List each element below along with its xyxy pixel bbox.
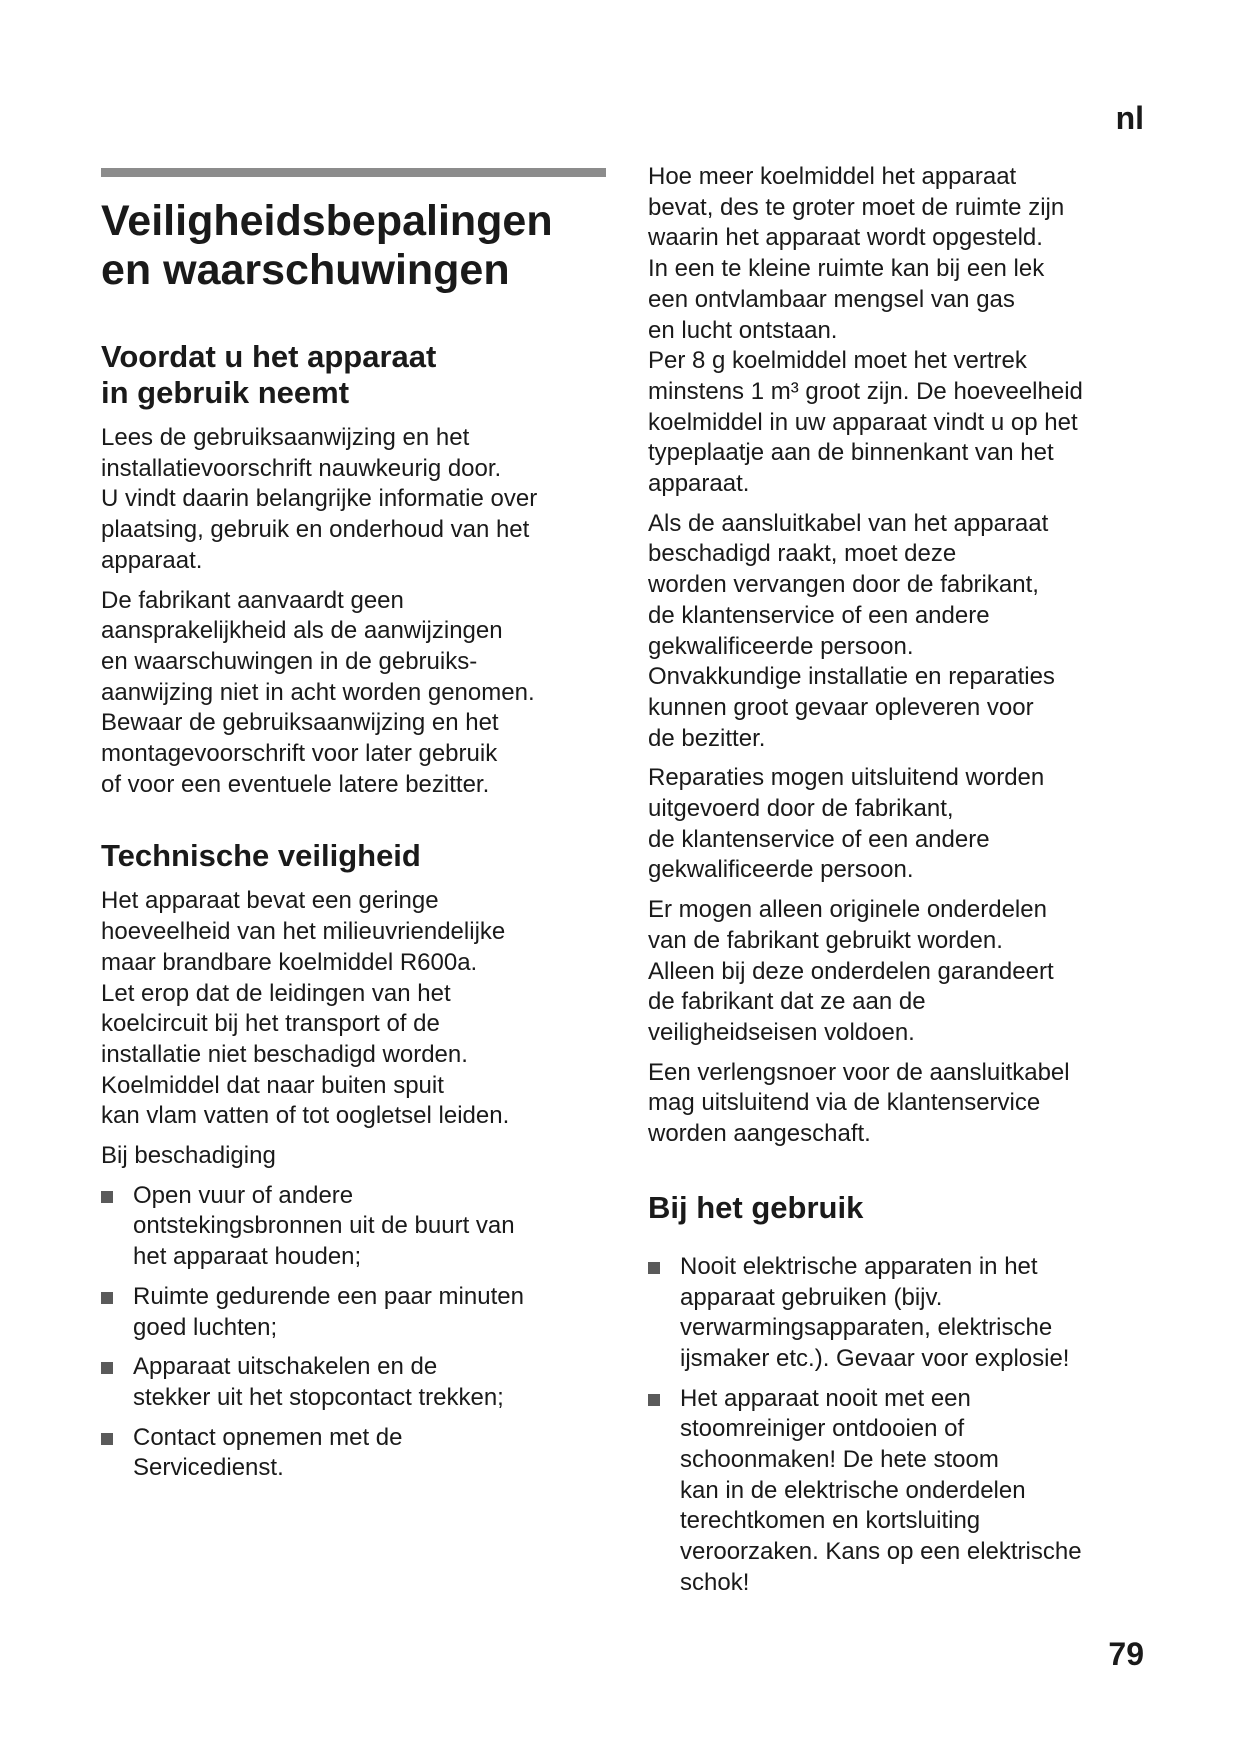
- paragraph-repairs: Reparaties mogen uitsluitend worden uitgevoerd door de fabrikant, de klantenservice of een andere gekwalificeerde persoon.: [648, 764, 1045, 884]
- list-item-text: Open vuur of andere ontstekingsbronnen uit de buurt van het apparaat houden;: [133, 1181, 515, 1271]
- paragraph-refrigerant: Het apparaat bevat een geringe hoeveelheid van het milieuvriendelijke maar brandbare koelmiddel R600a. Let erop dat de leidingen van het koelcircuit bij het transport of de installatie niet beschadigd worden. Koelmiddel dat naar buiten spuit kan vlam vatten of tot oogletsel leiden.: [101, 887, 510, 1130]
- title-rule: [101, 168, 606, 177]
- damage-steps-list: [101, 1181, 606, 1484]
- paragraph-if-damaged: Bij beschadiging: [101, 1142, 276, 1170]
- heading-before-use: Voordat u het apparaat in gebruik neemt: [101, 339, 437, 410]
- square-bullet-icon: [648, 1262, 660, 1274]
- paragraph-manufacturer-liability: De fabrikant aanvaardt geen aansprakelijkheid als de aanwijzingen en waarschuwingen in de gebruiks- aanwijzing niet in acht worden genomen. Bewaar de gebruiksaanwijzing en het montagevoorschrift voor later gebruik of voor een eventuele latere bezitter.: [101, 586, 535, 798]
- square-bullet-icon: [648, 1394, 660, 1406]
- heading-technical-safety: Technische veiligheid: [101, 838, 421, 874]
- square-bullet-icon: [101, 1292, 113, 1304]
- square-bullet-icon: [101, 1191, 113, 1203]
- list-item: [101, 1352, 606, 1413]
- list-item: [648, 1384, 1153, 1599]
- usage-warnings-list: [648, 1252, 1153, 1599]
- list-item-text: Nooit elektrische apparaten in het apparaat gebruiken (bijv. verwarmingsapparaten, elektrische ijsmaker etc.). Gevaar voor explosie!: [680, 1252, 1070, 1372]
- list-item: [101, 1181, 606, 1273]
- list-item: [101, 1282, 606, 1343]
- list-item: [648, 1252, 1153, 1375]
- paragraph-power-cable: Als de aansluitkabel van het apparaat beschadigd raakt, moet deze worden vervangen door de fabrikant, de klantenservice of een andere gekwalificeerde persoon. Onvakkundige installatie en reparaties kunnen groot gevaar opleveren voor de bezitter.: [648, 509, 1055, 752]
- square-bullet-icon: [101, 1362, 113, 1374]
- list-item-text: Contact opnemen met de Servicedienst.: [133, 1423, 403, 1482]
- right-column: [648, 162, 1153, 1608]
- left-column: [101, 168, 606, 1493]
- square-bullet-icon: [101, 1433, 113, 1445]
- list-item-text: Het apparaat nooit met een stoomreiniger ontdooien of schoonmaken! De hete stoom kan in de elektrische onderdelen terechtkomen en kortsluiting veroorzaken. Kans op een elektrische schok!: [680, 1384, 1082, 1596]
- page-number: 79: [1108, 1636, 1144, 1672]
- list-item-text: Ruimte gedurende een paar minuten goed luchten;: [133, 1282, 524, 1341]
- language-code: nl: [1115, 100, 1144, 136]
- paragraph-room-size: Hoe meer koelmiddel het apparaat bevat, des te groter moet de ruimte zijn waarin het apparaat wordt opgesteld. In een te kleine ruimte kan bij een lek een ontvlambaar mengsel van gas en lucht ontstaan. Per 8 g koelmiddel moet het vertrek minstens 1 m³ groot zijn. De hoeveelheid koelmiddel in uw apparaat vindt u op het typeplaatje aan de binnenkant van het apparaat.: [648, 163, 1083, 498]
- heading-during-use: Bij het gebruik: [648, 1189, 864, 1225]
- list-item: [101, 1423, 606, 1484]
- paragraph-extension-cord: Een verlengsnoer voor de aansluitkabel mag uitsluitend via de klantenservice worden aangeschaft.: [648, 1058, 1070, 1148]
- paragraph-read-instructions: Lees de gebruiksaanwijzing en het installatievoorschrift nauwkeurig door. U vindt daarin belangrijke informatie over plaatsing, gebruik en onderhoud van het apparaat.: [101, 424, 538, 574]
- page-title: Veiligheidsbepalingen en waarschuwingen: [101, 197, 553, 294]
- list-item-text: Apparaat uitschakelen en de stekker uit het stopcontact trekken;: [133, 1353, 504, 1411]
- paragraph-original-parts: Er mogen alleen originele onderdelen van de fabrikant gebruikt worden. Alleen bij deze onderdelen garandeert de fabrikant dat ze aan de veiligheidseisen voldoen.: [648, 896, 1054, 1046]
